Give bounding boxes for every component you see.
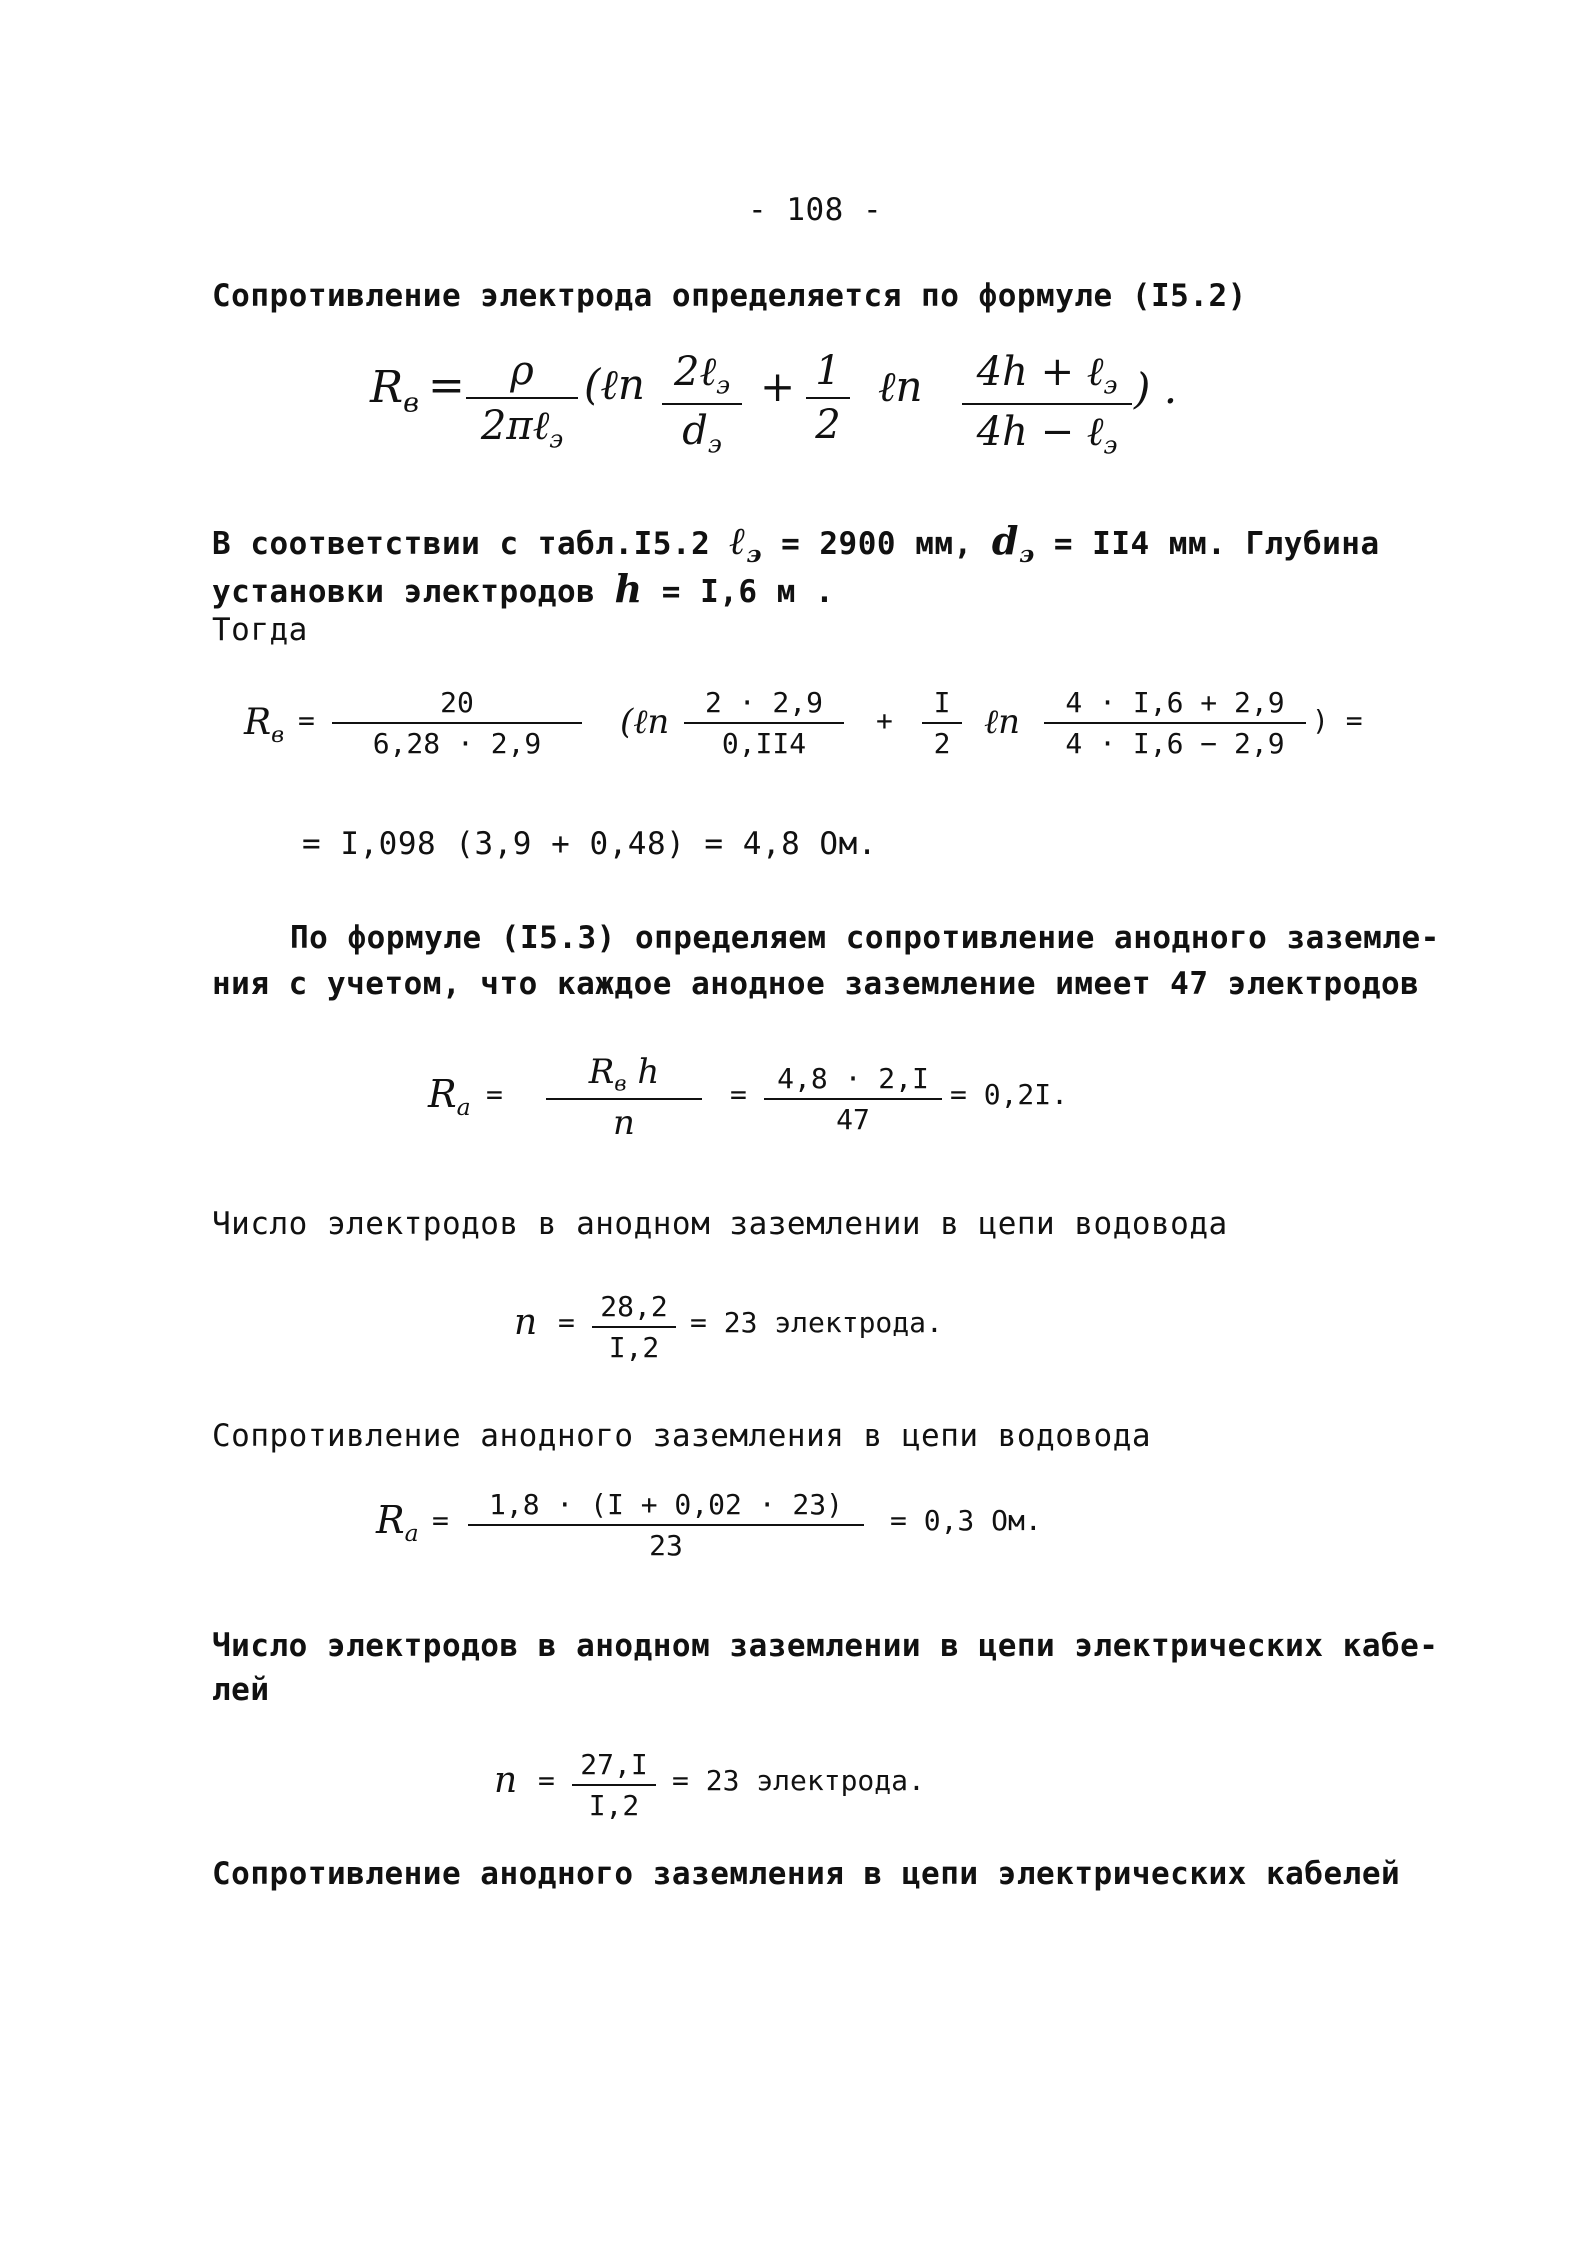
fraction-half: 1 2 <box>806 348 850 448</box>
formula-lhs: $R_в$ <box>370 362 420 419</box>
formula-lhs: n <box>514 1302 538 1343</box>
open-paren-ln: (ℓn <box>620 702 670 742</box>
fraction-27-1-over-1-2: 27,I I,2 <box>572 1748 656 1822</box>
fraction-half: I 2 <box>922 686 962 760</box>
fraction-20-over: 20 6,28 · 2,9 <box>332 686 582 760</box>
paragraph-electrodes-cables-line1: Число электродов в анодном заземлении в цепи электрических кабе- <box>212 1628 1439 1664</box>
fraction-28-2-over-1-2: 28,2 I,2 <box>592 1290 676 1364</box>
close-paren: ) . <box>1134 364 1178 413</box>
fraction-depth-numeric: 4 · I,6 + 2,9 4 · I,6 − 2,9 <box>1044 686 1306 760</box>
formula-electrode-result: = I,098 (3,9 + 0,48) = 4,8 Ом. <box>302 826 877 862</box>
close-paren-equals: ) = <box>1312 704 1363 737</box>
paragraph-installation-depth: установки электродов h = I,6 м . <box>212 566 835 611</box>
formula-result: = 0,3 Ом. <box>890 1504 1042 1537</box>
ln-symbol: ℓn <box>878 362 923 411</box>
paragraph-table-values: В соответствии с табл.I5.2 ℓ$_э$ = 2900 мм, $d_э = II4$ мм. Глубина <box>212 518 1380 569</box>
fraction-r-h-over-n: $R_в$ h n <box>546 1052 702 1143</box>
formula-result: = 23 электрода. <box>672 1764 925 1797</box>
equals-sign: = <box>298 704 315 737</box>
formula-result: = 23 электрода. <box>690 1306 943 1339</box>
equals-sign-2: = <box>730 1078 747 1111</box>
formula-result: = 0,2I. <box>950 1078 1069 1111</box>
paragraph-anode-resistance-water-line: Сопротивление анодного заземления в цепи водовода <box>212 1418 1152 1454</box>
fraction-1-8-over-23: 1,8 · (I + 0,02 · 23) 23 <box>468 1488 864 1562</box>
paragraph-anode-resistance-cables: Сопротивление анодного заземления в цепи электрических кабелей <box>212 1856 1401 1892</box>
equals-sign: = <box>432 1504 449 1537</box>
formula-lhs: $R_a$ <box>428 1072 471 1122</box>
formula-lhs: n <box>494 1760 518 1801</box>
paragraph-anode-resistance-line1: По формуле (I5.3) определяем сопротивление анодного заземле- <box>290 920 1440 956</box>
ln-symbol: ℓn <box>984 702 1021 742</box>
plus-sign: + <box>760 362 796 411</box>
paragraph-anode-resistance-line2: ния с учетом, что каждое анодное заземление имеет 47 электродов <box>212 966 1420 1002</box>
plus-sign: + <box>876 704 893 737</box>
fraction-2l-over-d: 2ℓ$_э$ $d_э$ <box>662 348 742 458</box>
paragraph-electrodes-water-line: Число электродов в анодном заземлении в цепи водовода <box>212 1206 1228 1242</box>
equals-sign: = <box>538 1764 555 1797</box>
equals-sign: = <box>486 1078 503 1111</box>
paragraph-electrode-resistance: Сопротивление электрода определяется по формуле (I5.2) <box>212 278 1247 314</box>
fraction-4-8x2-1: 4,8 · 2,I 47 <box>764 1062 942 1136</box>
equals-sign: = <box>558 1306 575 1339</box>
paragraph-then: Тогда <box>212 612 308 648</box>
page-number: - 108 - <box>748 192 883 228</box>
open-paren-ln: (ℓn <box>584 360 645 409</box>
fraction-depth: 4h + ℓ$_э$ 4h − ℓ$_э$ <box>962 348 1132 459</box>
formula-lhs: $R_в$ <box>244 702 285 748</box>
formula-lhs: $R_a$ <box>376 1498 419 1548</box>
fraction-rho: ρ 2πℓ$_э$ <box>466 348 578 454</box>
paragraph-electrodes-cables-line2: лей <box>212 1672 270 1708</box>
equals-sign: = <box>428 360 465 411</box>
fraction-2x29: 2 · 2,9 0,II4 <box>684 686 844 760</box>
